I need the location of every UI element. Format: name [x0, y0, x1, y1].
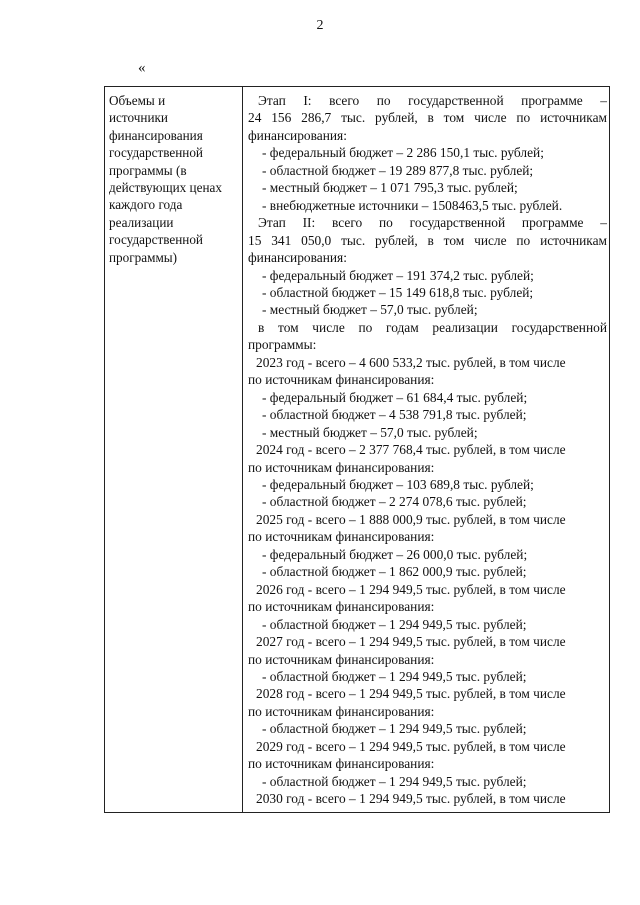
- table-content-cell: [243, 87, 609, 812]
- content-line: - областной бюджет – 2 274 078,6 тыс. рублей;: [262, 494, 527, 510]
- content-line: - местный бюджет – 57,0 тыс. рублей;: [262, 302, 478, 318]
- content-line: по источникам финансирования:: [248, 599, 435, 615]
- content-line: Этап II: всего по государственной программе –: [258, 215, 607, 231]
- label-line: программы): [109, 249, 178, 265]
- content-line: по источникам финансирования:: [248, 372, 435, 388]
- opening-quote-mark: «: [138, 60, 146, 76]
- label-line: программы (в: [109, 162, 187, 178]
- content-line: программы:: [248, 337, 317, 353]
- content-line: - областной бюджет – 1 294 949,5 тыс. рублей;: [262, 773, 527, 789]
- content-line: 15 341 050,0 тыс. рублей, в том числе по источникам: [248, 232, 607, 248]
- content-line: - федеральный бюджет – 2 286 150,1 тыс. рублей;: [262, 145, 544, 161]
- label-line: финансирования: [109, 127, 203, 143]
- content-line: финансирования:: [248, 127, 347, 143]
- content-line: финансирования:: [248, 250, 347, 266]
- label-line: каждого года: [109, 197, 183, 213]
- content-line: - федеральный бюджет – 191 374,2 тыс. рублей;: [262, 267, 534, 283]
- label-line: действующих ценах: [109, 180, 222, 196]
- content-line: - областной бюджет – 15 149 618,8 тыс. рублей;: [262, 284, 534, 300]
- content-line: - федеральный бюджет – 26 000,0 тыс. рублей;: [262, 546, 528, 562]
- content-line: 2029 год - всего – 1 294 949,5 тыс. рублей, в том числе: [256, 738, 566, 754]
- content-line: - областной бюджет – 1 294 949,5 тыс. рублей;: [262, 721, 527, 737]
- content-line: 2028 год - всего – 1 294 949,5 тыс. рублей, в том числе: [256, 686, 566, 702]
- content-line: по источникам финансирования:: [248, 703, 435, 719]
- content-line: - внебюджетные источники – 1508463,5 тыс. рублей.: [262, 197, 563, 213]
- content-line: 2023 год - всего – 4 600 533,2 тыс. рублей, в том числе: [256, 354, 566, 370]
- content-line: по источникам финансирования:: [248, 756, 435, 772]
- page-number: 2: [316, 18, 324, 33]
- content-line: 2030 год - всего – 1 294 949,5 тыс. рублей, в том числе: [256, 791, 566, 807]
- financing-table: [104, 86, 610, 813]
- content-line: - областной бюджет – 19 289 877,8 тыс. рублей;: [262, 162, 534, 178]
- label-line: государственной: [109, 145, 203, 161]
- content-line: по источникам финансирования:: [248, 459, 435, 475]
- content-line: - областной бюджет – 1 862 000,9 тыс. рублей;: [262, 564, 527, 580]
- label-line: реализации: [109, 214, 174, 230]
- content-line: 2025 год - всего – 1 888 000,9 тыс. рублей, в том числе: [256, 511, 566, 527]
- label-line: источники: [109, 110, 168, 126]
- content-line: - областной бюджет – 1 294 949,5 тыс. рублей;: [262, 616, 527, 632]
- content-line: Этап I: всего по государственной программе –: [258, 93, 607, 108]
- content-line: - федеральный бюджет – 103 689,8 тыс. рублей;: [262, 476, 534, 492]
- content-line: 24 156 286,7 тыс. рублей, в том числе по источникам: [248, 110, 607, 126]
- label-line: Объемы и: [109, 93, 166, 108]
- content-line: 2027 год - всего – 1 294 949,5 тыс. рублей, в том числе: [256, 634, 566, 650]
- content-line: - местный бюджет – 1 071 795,3 тыс. рублей;: [262, 180, 518, 196]
- content-line: - областной бюджет – 4 538 791,8 тыс. рублей;: [262, 407, 527, 423]
- content-line: по источникам финансирования:: [248, 529, 435, 545]
- content-line: в том числе по годам реализации государственной: [258, 319, 607, 335]
- content-line: по источникам финансирования:: [248, 651, 435, 667]
- table-label-cell: [105, 87, 243, 812]
- content-line: - местный бюджет – 57,0 тыс. рублей;: [262, 424, 478, 440]
- content-line: - областной бюджет – 1 294 949,5 тыс. рублей;: [262, 668, 527, 684]
- label-line: государственной: [109, 232, 203, 248]
- content-line: 2024 год - всего – 2 377 768,4 тыс. рублей, в том числе: [256, 442, 566, 458]
- content-line: - федеральный бюджет – 61 684,4 тыс. рублей;: [262, 389, 528, 405]
- content-line: 2026 год - всего – 1 294 949,5 тыс. рублей, в том числе: [256, 581, 566, 597]
